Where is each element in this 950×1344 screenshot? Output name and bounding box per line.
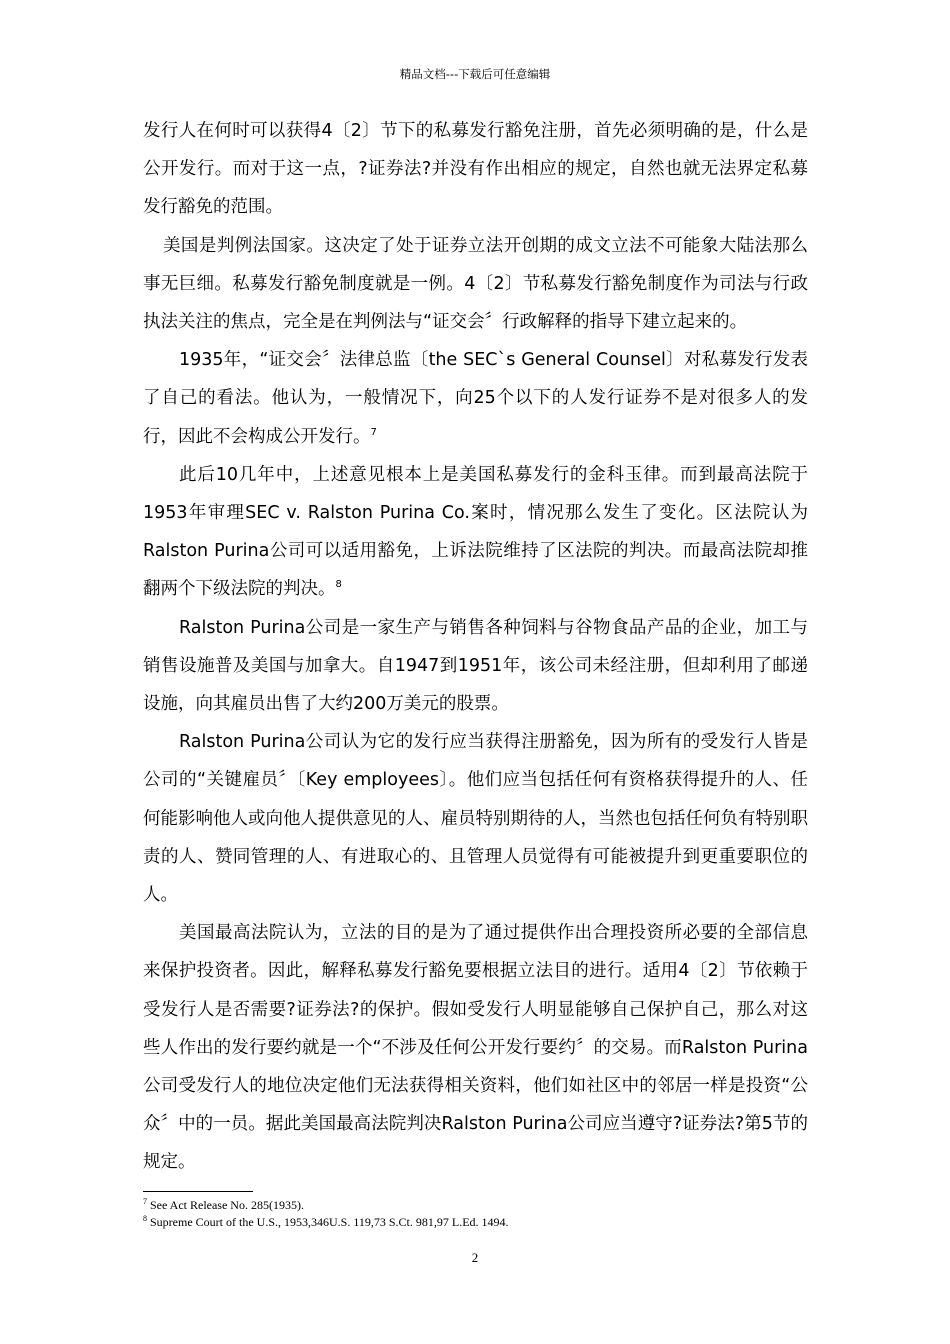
body-text [143,112,808,1182]
footnote-text: See Act Release No. 285(1935). [150,1198,304,1212]
footnote-ref-7[interactable]: 7 [370,426,377,438]
paragraph-7: 美国最高法院认为，立法的目的是为了通过提供作出合理投资所必要的全部信息来保护投资者。因此，解释私募发行豁免要根据立法目的进行。适用4〔2〕节依赖于受发行人是否需要?证券法?的保护。假如受发行人明显能够自己保护自己，那么对这些人作出的发行要约就是一个“不涉及任何公开发行要约〞的交易。而Ralston Purina公司受发行人的地位决定他们无法获得相关资料，他们如社区中的邻居一样是投资“公众〞中的一员。据此美国最高法院判决Ralston Purina公司应当遵守?证券法?第5节的规定。 [143,923,808,1173]
paragraph-3 [143,341,808,456]
paragraph-1: 发行人在何时可以获得4〔2〕节下的私募发行豁免注册，首先必须明确的是，什么是公开发行。而对于这一点，?证券法?并没有作出相应的规定，自然也就无法界定私募发行豁免的范围。 [143,121,808,218]
footnote-8 [143,1214,808,1231]
footnote-ref-8[interactable]: 8 [335,579,342,591]
paragraph-4-text: 此后10几年中，上述意见根本上是美国私募发行的金科玉律。而到最高法院于1953年审理SEC v. Ralston Purina Co.案时，情况那么发生了变化。区法院认为Ralston Purina公司可以适用豁免，上诉法院维持了区法院的判决。而最高法院却推翻两个下级法院的判决。 [143,464,808,600]
paragraph-4 [143,456,808,609]
footnote-text: Supreme Court of the U.S., 1953,346U.S. 119,73 S.Ct. 981,97 L.Ed. 1494. [150,1214,509,1229]
paragraph-3-text: 1935年，“证交会〞法律总监〔the SEC`s General Counsel〕对私募发行发表了自己的看法。他认为，一般情况下，向25个以下的人发行证券不是对很多人的发行，因此不会构成公开发行。 [143,350,808,447]
footnote-number: 8 [143,1213,147,1223]
page-header: 精品文档---下载后可任意编辑 [399,67,551,81]
paragraph-5: Ralston Purina公司是一家生产与销售各种饲料与谷物食品产品的企业，加工与销售设施普及美国与加拿大。自1947到1951年，该公司未经注册，但却利用了邮递设施，向其雇员出售了大约200万美元的股票。 [143,617,808,715]
page-number: 2 [471,1250,479,1265]
paragraph-6: Ralston Purina公司认为它的发行应当获得注册豁免，因为所有的受发行人皆是公司的“关键雇员〞〔Key employees〕。他们应当包括任何有资格获得提升的人、任何能影响他人或向他人提供意见的人、雇员特别期待的人，当然也包括任何负有特别职责的人、赞同管理的人、有进取心的、且管理人员觉得有可能被提升到更重要职位的人。 [143,732,808,906]
footnote-divider [143,1191,253,1192]
footnote-7 [143,1197,808,1214]
footnote-number: 7 [143,1197,147,1206]
paragraph-2: 美国是判例法国家。这决定了处于证券立法开创期的成文立法不可能象大陆法那么事无巨细。私募发行豁免制度就是一例。4〔2〕节私募发行豁免制度作为司法与行政执法关注的焦点，完全是在判例法与“证交会〞行政解释的指导下建立起来的。 [143,235,808,333]
footnotes [143,1197,808,1230]
